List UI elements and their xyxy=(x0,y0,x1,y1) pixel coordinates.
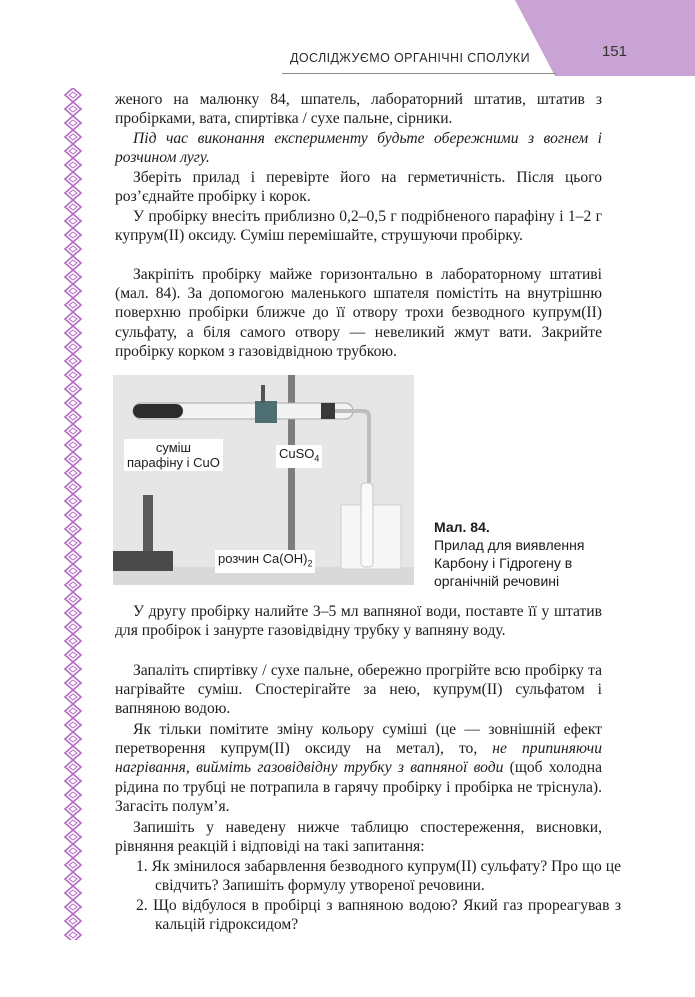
header-divider xyxy=(282,73,556,74)
decorative-diamond-border xyxy=(64,88,82,940)
paragraph-second-tube: У другу пробірку налийте 3–5 мл вапняної води, поставте її у штатив для пробірок і занурте газовідвідну трубку у вапняну воду. xyxy=(115,603,602,640)
question-1: 1. Як змінилося забарвлення безводного купрум(ІІ) сульфату? Про що це свідчить? Запишіть формулу утвореної речовини. xyxy=(136,858,621,895)
page-corner-tab xyxy=(515,0,695,76)
paragraph-record: Запишіть у наведену нижче таблицю спостереження, висновки, рівняння реакцій і відповіді на такі запитання: xyxy=(115,819,602,856)
color-change-text-start: Як тільки помітите зміну кольору суміші (це — зовнішній ефект перетворення купрум(ІІ) оксиду на метал), то, xyxy=(115,721,602,758)
color-change-text-end: (щоб холодна рідина по трубці не потрапила в гарячу пробірку і пробірка не тріснула). Загасіть полум’я. xyxy=(115,759,602,815)
figure-caption xyxy=(434,518,624,590)
label-cuso4-sub: 4 xyxy=(314,453,320,464)
label-mixture xyxy=(124,439,223,471)
label-mixture-line2: парафіну і CuO xyxy=(127,455,220,470)
label-limewater xyxy=(215,550,315,573)
paragraph-color-change xyxy=(115,720,602,816)
label-mixture-line1: суміш xyxy=(155,440,191,455)
caption-number: Мал. 84. xyxy=(434,519,490,535)
paragraph-fix-tube: Закріпіть пробірку майже горизонтально в лабораторному штативі (мал. 84). За допомогою маленького шпателя помістіть на внутрішню поверхню пробірки ближче до її отвору трохи безводного купрум(ІІ) сульфату, а біля самого отвору — невеликий жмут вати. Закрийте пробірку корком з газовідвідною трубкою. xyxy=(115,266,602,360)
page-number: 151 xyxy=(601,43,627,60)
paragraph-assemble: Зберіть прилад і перевірте його на герметичність. Після цього роз’єднайте пробірку і корок. xyxy=(115,169,602,206)
figure-84-photo xyxy=(113,375,414,585)
caption-text: Прилад для виявлення Карбону і Гідрогену в органічній речовині xyxy=(434,537,585,589)
paragraph-equipment: женого на малюнку 84, шпатель, лабораторний штатив, штатив з пробірками, вата, спиртівка / сухе пальне, сірники. xyxy=(115,91,602,128)
paragraph-add-reagents: У пробірку внесіть приблизно 0,2–0,5 г подрібненого парафіну і 1–2 г купрум(ІІ) оксиду. Суміш перемішайте, струшуючи пробірку. xyxy=(115,208,602,245)
color-change-italic: не припиняючи нагрівання, вийміть газовідвідну трубку з вапняної води xyxy=(115,740,602,777)
question-2: 2. Що відбулося в пробірці з вапняною водою? Який газ прореагував з кальцій гідроксидом? xyxy=(136,897,621,934)
safety-warning-text: Під час виконання експерименту будьте обережними з вогнем і розчином лугу. xyxy=(115,130,602,167)
label-limewater-main: розчин Ca(OH) xyxy=(218,551,308,566)
paragraph-safety-warning xyxy=(115,129,602,167)
paragraph-heat: Запаліть спиртівку / сухе пальне, обережно прогрійте всю пробірку та нагрівайте суміш. Спостерігайте за нею, купрум(ІІ) сульфатом і вапняною водою. xyxy=(115,662,602,718)
label-cuso4 xyxy=(276,445,322,468)
label-limewater-sub: 2 xyxy=(307,558,313,569)
label-cuso4-main: CuSO xyxy=(279,446,315,461)
running-head: ДОСЛІДЖУЄМО ОРГАНІЧНІ СПОЛУКИ xyxy=(289,51,530,65)
